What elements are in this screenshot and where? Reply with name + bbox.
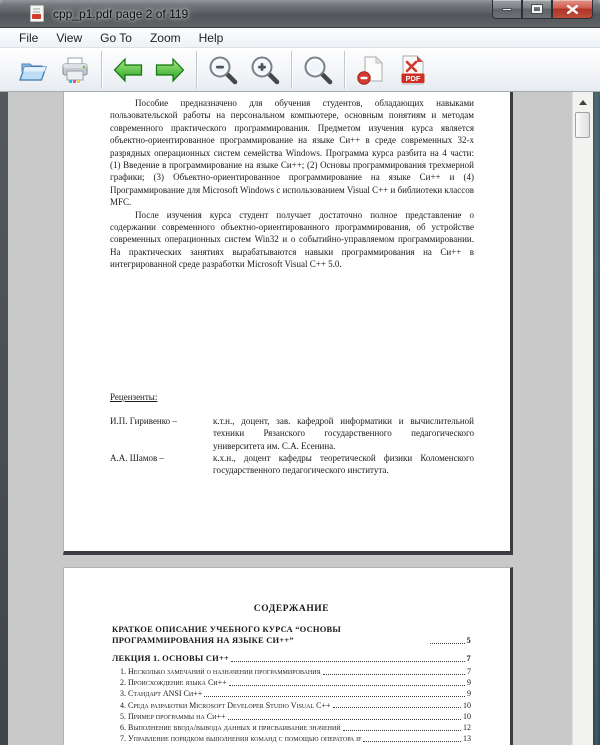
toc-entry xyxy=(112,689,471,699)
minimize-icon xyxy=(502,8,512,11)
toc-entry-label: КРАТКОЕ ОПИСАНИЕ УЧЕБНОГО КУРСА “ОСНОВЫ ПРОГРАММИРОВАНИЯ НА ЯЗЫКЕ СИ++” xyxy=(112,624,341,645)
toc-dot-leader xyxy=(430,643,465,644)
toc-page-number: 10 xyxy=(463,711,471,721)
toc-entry xyxy=(112,624,471,646)
paragraph: Пособие предназначено для обучения студентов, обладающих навыками пользовательской работы на персональном компьютере, основным понятиям и методам современного практического программирования. Предметом изучения курса является объектно-ориентированное программирование на языке Си++ в среде современных 32-х разрядных операционных систем семейства Windows. Программа курса разбита на 4 части: (1) Введение в программирование на языке Си++; (2) Основы программирования трехмерной графики; (3) Объектно-ориентированное программирование на языке Си++ и (4) Программирование для Microsoft Windows с использованием Visual C++ и библиотеки классов MFC. xyxy=(110,98,474,208)
search-button[interactable] xyxy=(298,51,338,89)
menu-zoom[interactable]: Zoom xyxy=(149,30,181,45)
toolbar-separator xyxy=(196,51,197,89)
window-controls xyxy=(492,0,593,19)
pdf-page-1 xyxy=(63,92,513,555)
toc-page-number: 5 xyxy=(466,635,471,645)
toolbar-separator xyxy=(344,51,345,89)
window-frame xyxy=(0,92,600,745)
reviewer-description: к.т.н., доцент, зав. кафедрой информатики и вычислительной техники Рязанского государственного педагогического университета им. С.А. Есенина. xyxy=(213,415,474,451)
reviewer-name: А.А. Шамов – xyxy=(110,452,165,463)
toc-dot-leader xyxy=(333,707,462,708)
arrow-up-icon xyxy=(579,100,587,105)
maximize-icon xyxy=(532,5,542,13)
zoom-in-button[interactable] xyxy=(245,51,285,89)
magnifier-plus-icon xyxy=(249,54,281,86)
magnifier-minus-icon xyxy=(207,54,239,86)
remove-page-button[interactable] xyxy=(351,51,391,89)
toc-entry xyxy=(112,653,471,664)
toc-dot-leader xyxy=(343,730,461,731)
toc-entry-label: 5. Пример программы на Си++ xyxy=(120,711,226,721)
reviewer-description: к.х.н., доцент кафедры теоретической физики Коломенского государственного педагогического института. xyxy=(213,452,474,476)
menu-go-to[interactable]: Go To xyxy=(100,30,132,45)
toc-entry xyxy=(112,723,471,733)
pdf-page-2 xyxy=(63,567,513,745)
toc-entry xyxy=(112,678,471,688)
toc-entry-label: ЛЕКЦИЯ 1. ОСНОВЫ СИ++ xyxy=(112,653,230,663)
toc-entry-label: 4. Среда разработки Microsoft Developer Studio Visual C++ xyxy=(120,700,331,710)
toc-dot-leader xyxy=(231,661,465,662)
toc-page-number: 9 xyxy=(467,678,471,688)
export-pdf-button[interactable] xyxy=(393,51,433,89)
toc-entry-label: 1. Несколько замечаний о назначении программирования xyxy=(120,667,321,676)
toc-entry-label: 2. Происхождение языка Си++ xyxy=(120,678,227,688)
reviewer-row xyxy=(110,452,474,477)
magnifier-icon xyxy=(302,54,334,86)
toc-dot-leader xyxy=(323,674,465,675)
toc-dot-leader xyxy=(363,741,461,742)
toc-page-number: 9 xyxy=(467,689,471,699)
toc-entry xyxy=(112,734,471,744)
svg-text:PDF: PDF xyxy=(405,73,421,83)
pdf-document-icon xyxy=(397,54,429,86)
green-arrow-right-icon xyxy=(154,54,186,86)
close-button[interactable] xyxy=(552,0,593,19)
printer-icon xyxy=(59,54,91,86)
toc-heading: СОДЕРЖАНИЕ xyxy=(253,604,330,614)
print-button[interactable] xyxy=(55,51,95,89)
toc-page-number: 13 xyxy=(463,734,471,744)
toc-page-number: 7 xyxy=(466,653,471,663)
reviewer-name: И.П. Гиривенко – xyxy=(110,415,177,426)
pdf-file-icon xyxy=(30,5,44,22)
menu-bar xyxy=(0,28,600,48)
maximize-button[interactable] xyxy=(522,0,552,19)
open-button[interactable] xyxy=(13,51,53,89)
page-canvas xyxy=(8,92,572,745)
scrollbar-thumb[interactable] xyxy=(575,112,590,138)
menu-help[interactable]: Help xyxy=(198,30,224,45)
minimize-button[interactable] xyxy=(492,0,522,19)
toc-entry xyxy=(112,667,471,677)
reviewer-row xyxy=(110,415,474,452)
toc-page-number: 12 xyxy=(463,723,471,733)
green-arrow-left-icon xyxy=(112,54,144,86)
zoom-out-button[interactable] xyxy=(203,51,243,89)
document-viewport[interactable] xyxy=(8,92,593,745)
toc-entry-label: 6. Выполнение ввода/вывода данных и присваивание значений xyxy=(120,723,341,733)
paragraph: После изучения курса студент получает достаточно полное представление о содержании современного объектно-ориентированного программирования, об устройстве современных операционных систем Win32 и о событийно-управляемом программировании. На практических занятиях вырабатываются навыки программирования на Си++ в интегрированной среде разработки Microsoft Visual C++ 5.0. xyxy=(110,209,474,270)
reviewers-list xyxy=(110,415,474,477)
toc-entry xyxy=(112,712,471,722)
toc-entry xyxy=(112,701,471,711)
close-icon xyxy=(567,5,578,14)
forward-button[interactable] xyxy=(150,51,190,89)
menu-file[interactable]: File xyxy=(19,30,39,45)
toolbar-separator xyxy=(101,51,102,89)
window-title: cpp_p1.pdf page 2 of 119 xyxy=(53,6,189,21)
title-bar[interactable] xyxy=(0,0,600,28)
toc-entry-label: 3. Стандарт ANSI Си++ xyxy=(120,689,203,699)
toc-dot-leader xyxy=(204,696,465,697)
toc-dot-leader xyxy=(229,685,465,686)
toolbar-separator xyxy=(291,51,292,89)
toc-dot-leader xyxy=(228,719,462,720)
vertical-scrollbar[interactable] xyxy=(572,92,593,745)
scroll-up-button[interactable] xyxy=(573,95,593,109)
tool-bar xyxy=(0,48,600,92)
toc-page-number: 7 xyxy=(467,667,471,676)
page-red-minus-icon xyxy=(355,54,387,86)
toc-entry-label: 7. Управление порядком выполнения команд с помощью оператора if xyxy=(120,734,362,744)
folder-open-icon xyxy=(17,54,49,86)
back-button[interactable] xyxy=(108,51,148,89)
toc-page-number: 10 xyxy=(463,700,471,710)
menu-view[interactable]: View xyxy=(56,30,83,45)
reviewers-heading: Рецензенты: xyxy=(110,391,158,402)
